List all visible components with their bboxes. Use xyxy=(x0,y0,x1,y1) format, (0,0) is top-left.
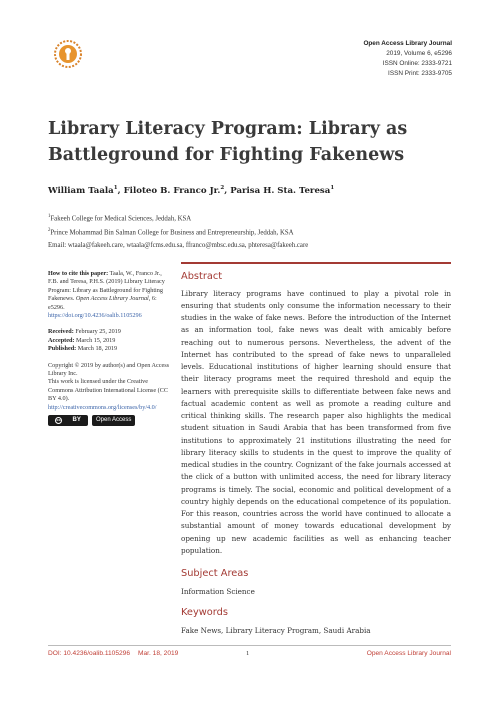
cite-label: How to cite this paper: xyxy=(48,270,109,277)
open-access-badge[interactable]: Open Access xyxy=(92,415,135,426)
email-line: Email: wtaala@fakeeh.care, wtaala@fcms.edu.sa, ffranco@mbsc.edu.sa, phteresa@fakeeh.care xyxy=(48,241,309,249)
keywords-heading: Keywords xyxy=(181,607,228,618)
affiliation-1 xyxy=(48,211,448,225)
author-sep: , xyxy=(224,185,231,196)
copyright-text: Copyright © 2019 by author(s) and Open Access Library Inc. xyxy=(48,361,170,378)
authors xyxy=(48,185,334,196)
dates-block xyxy=(48,328,172,353)
author-sup: 1 xyxy=(330,185,335,191)
cc-by-badge[interactable] xyxy=(48,415,88,426)
top-rule xyxy=(181,262,451,264)
license-link[interactable]: http://creativecommons.org/licenses/by/4.0/ xyxy=(48,403,157,411)
author-name: Filoteo B. Franco Jr. xyxy=(123,185,221,196)
issn-print: ISSN Print: 2333-9705 xyxy=(388,70,452,77)
by-label: BY xyxy=(72,417,81,424)
badges xyxy=(48,415,172,426)
title-line-2: Battleground for Fighting Fakenews xyxy=(48,145,405,165)
footer-date: Mar. 18, 2019 xyxy=(138,650,179,657)
journal-logo-icon xyxy=(54,40,82,68)
affiliations xyxy=(48,211,448,252)
cite-journal: Open Access Library Journal xyxy=(75,295,149,303)
accepted-row xyxy=(48,337,172,345)
citation-block xyxy=(48,270,172,320)
author-name: Parisa H. Sta. Teresa xyxy=(230,185,331,196)
doi-link[interactable]: https://doi.org/10.4236/oalib.1105296 xyxy=(48,312,142,320)
title-line-1: Library Literacy Program: Library as xyxy=(48,119,408,139)
cite-text: Taala, W., Franco Jr., F.B. and Teresa, P.H.S. (2019) Library Literacy Program: Library as Battleground for Fighting Fakenews. xyxy=(48,270,165,303)
subject-areas-text: Information Science xyxy=(181,587,255,596)
cc-icon: cc xyxy=(56,417,61,423)
published-row xyxy=(48,345,172,353)
issn-online: ISSN Online: 2333-9721 xyxy=(382,60,452,67)
journal-name: Open Access Library Journal xyxy=(363,40,452,47)
affiliation-sup: 2 xyxy=(48,228,51,234)
author-sep: , xyxy=(117,185,124,196)
footer-rule xyxy=(48,645,451,646)
copyright-block xyxy=(48,362,172,426)
footer-journal: Open Access Library Journal xyxy=(366,650,451,657)
author-sup: 1 xyxy=(113,185,118,191)
paper-title xyxy=(48,116,448,168)
author-name: William Taala xyxy=(48,185,114,196)
published-label: Published: xyxy=(48,345,77,353)
received-label: Received: xyxy=(48,328,74,336)
author-sup: 2 xyxy=(220,185,225,191)
footer-left xyxy=(48,650,178,657)
affiliation-2 xyxy=(48,225,448,239)
keywords-text: Fake News, Library Literacy Program, Saudi Arabia xyxy=(181,626,371,635)
volume-line: 2019, Volume 6, e5296 xyxy=(386,50,452,57)
accepted-date: March 15, 2019 xyxy=(74,336,116,344)
received-date: February 25, 2019 xyxy=(73,328,121,336)
affiliation-sup: 1 xyxy=(48,214,51,219)
journal-info xyxy=(363,39,452,79)
footer-doi[interactable]: DOI: 10.4236/oalib.1105296 xyxy=(48,650,130,657)
affiliation-text: Fakeeh College for Medical Sciences, Jeddah, KSA xyxy=(50,215,192,223)
license-text: This work is licensed under the Creative Commons Attribution International License (CC BY 4.0). xyxy=(48,378,168,403)
page-number: 1 xyxy=(246,650,250,657)
received-row xyxy=(48,328,172,336)
abstract-text: Library literacy programs have continued to play a pivotal role in ensuring that students only consume the information necessary to their studies in the wake of fake news. Before the introduction of the Internet as an information tool, fake news was dealt with amicably before reaching out to numerous persons. Nevertheless, the advent of the Internet has contributed to the spread of fake news to unparalleled levels. Educational institutions of higher learning should ensure that their literacy programs meet the required threshold and equip the learners with prerequisite skills to differentiate between fake news and factual academic content as well as promote a reading culture and critical thinking skills. The research paper also highlights the medical student situation in Saudi Arabia that has been transformed from five institutions to approximately 21 institutions illustrating the need for library literacy skills to students in the quest to improve the quality of medical studies in the country. Cognizant of the fake journals accessed at the click of a button with unlimited access, the need for library literacy programs is timely. The social, economic and political development of a country highly depends on the educational competence of its population. For this reason, countries across the world have continued to allocate a substantial amount of money towards educational development by opening up new academic facilities as well as enhancing teacher population. xyxy=(181,288,451,555)
abstract-heading: Abstract xyxy=(181,270,223,282)
affiliation-text: Prince Mohammad Bin Salman College for Business and Entrepreneurship, Jeddah, KSA xyxy=(50,229,294,237)
cite-vol: , 6: e5296. xyxy=(48,295,157,311)
published-date: March 18, 2019 xyxy=(76,345,118,353)
subject-areas-heading: Subject Areas xyxy=(181,568,249,579)
sidebar xyxy=(48,270,172,434)
main-column xyxy=(181,262,451,635)
accepted-label: Accepted: xyxy=(48,336,75,344)
